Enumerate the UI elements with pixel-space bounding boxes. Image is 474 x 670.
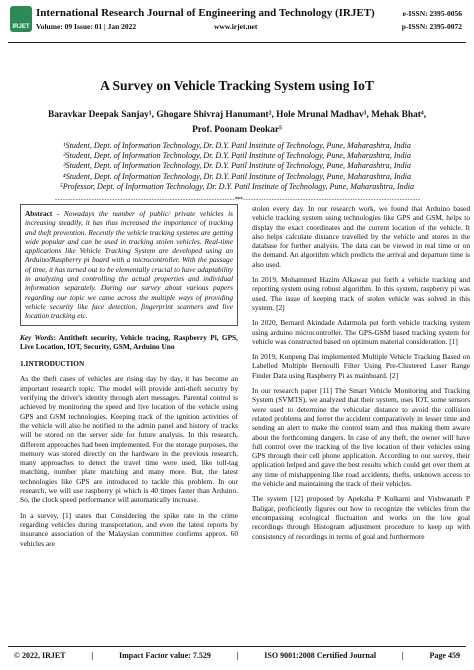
page-footer [14, 651, 460, 660]
journal-website[interactable]: www.irjet.net [214, 22, 258, 31]
section-separator: ---------------------------------------------------------------------***-------------------------------------------------------------------- [54, 196, 420, 203]
footer-rule [8, 646, 466, 647]
keywords [20, 333, 238, 352]
affiliation: ¹Student, Dept. of Information Technology, Dr. D.Y. Patil Institute of Technology, Pune, Maharashtra, India [63, 141, 411, 150]
left-column [20, 204, 238, 548]
author-line: Baravkar Deepak Sanjay¹, Ghogare Shivraj Hanumant², Hole Mrunal Madhav³, Mehak Bhat⁴, [47, 110, 427, 120]
footer-page-number: Page 459 [429, 651, 460, 660]
footer-impact-factor: Impact Factor value: 7.529 [119, 651, 211, 660]
abstract-label: Abstract [25, 209, 53, 218]
footer-separator: | [236, 651, 239, 660]
paragraph: As the theft cases of vehicles are rising day by day, it has become an important research topic. The model will provide anti-theft security by verifying the driver's identity through alert messages. Parental control is achieved by monitoring the speed and live location of the vehicle using GPS and GSM technologies. Keeping track of the ignition activities of the vehicle will also be notified to the admin panel and history of tracks will be stored on the server side for future analysis. In this research, different approaches had been implemented. For the storage purposes, the memory was stored directly on the hardware in the previous research, many approaches to detect the travel time were used, like toll-tag matching, number plate matching and many more. But, the latest technologies like GPS are introduced to tackle this problem. In our research, we will use raspberry pi which is 40 times faster than Arduino. So, the clock speed performance will automatically increase. [20, 374, 238, 505]
author-list [16, 108, 458, 138]
paragraph: In our research paper [11] The Smart Vehicle Monitoring and Tracking System (SVMTS), we analyzed that their system, uses IOT, some sensors were used to determine the vehicular distance to avoid the collision related problems and ferret the accident comparatively in lesser time and sending an alert to make the control team and thus making them aware about the forthcoming dangers. In case of any theft, the owner will have full control over the tracking of the live location of their vehicles using GPS through their cell phone application. According to our survey, their application helped and gave the best results which could get over them at any time of mishappening like road accidents, thefts, unknown access to the vehicle and maintaining the track of their vehicles. [252, 386, 470, 489]
abstract-text: - Nowadays the number of public/ private vehicles is increasing steadily, it has thus increased the importance of tracking and theft prevention. Recently the vehicle tracking systems are getting wide popular and can be used in tracking stolen vehicles. Real-time applications like Vehicle Tracking System are developed using an Arduino/Raspberry pi board with a microcontroller. With the passage of time, it has turned out to be elementally crucial to have adaptability in analyzing and controlling the actual properties and individual information separately. During our survey about various papers regarding our topic we came across the multiple ways of providing vehicle security like face detection, fingerprint scanners and live location tracking etc. [25, 209, 233, 321]
abstract-box [20, 204, 238, 326]
paragraph: In 2019, Kunpeng Dai implemented Multiple Vehicle Tracking Based on Labelled Multiple Bernoulli Filter Using Pre-Clustered Laser Range Finder Data using Raspberry Pi as mainboard. [2] [252, 352, 470, 380]
author-line: Prof. Poonam Deokar⁵ [192, 125, 282, 135]
paragraph: In 2020, Bernard Akindade Adarmola put forth vehicle tracking system using arduino microcontroller. The GPS-GSM based tracking system for vehicle was constructed based on optimum material consideration. [1] [252, 318, 470, 346]
page-header [8, 6, 466, 40]
footer-separator: | [401, 651, 404, 660]
keywords-label: Key Words [20, 332, 54, 342]
paragraph: In a survey, [1] states that Considering the spike rate in the crime regarding vehicles during transportation, and even the latest reports by insurance association of the Malaysian committee confirms approx. 60 vehicles are [20, 510, 238, 548]
paragraph: In 2019, Mohammed Hazim Alkawaz put forth a vehicle tracking and reporting system using robust algorithm. In this system, raspberry pi was used. The issue of keeping track of stolen vehicle was solved in this system. [2] [252, 275, 470, 312]
paper-title: A Survey on Vehicle Tracking System using IoT [100, 78, 374, 93]
affiliation-list [30, 141, 444, 192]
paragraph: stolen every day. In our research work, we found that Arduino based vehicle tracking system using technologies like GPS and GSM, helps to display the exact coordinates and the current location of the vehicle. It also helps calculate distance travelled by the vehicle and stores in the database for further analysis. The data can be viewed in real time or on the demand. An algorithm which predicts the arrival and departure time is also used. [252, 204, 470, 269]
affiliation: ⁵Professor, Dept. of Information Technology, Dr. D.Y. Patil Institute of Technology, Pune, Maharashtra, India [59, 181, 415, 191]
journal-name: International Research Journal of Engineering and Technology (IRJET) [36, 7, 375, 19]
footer-separator: | [91, 651, 94, 660]
logo-text: IRJET [12, 24, 30, 30]
paragraph: The system [12] proposed by Apeksha P Kulkarni and Vishwanath P Baligar, proficiently figures out how to recognize the vehicles from the encompassing ecological fluctuation and works on the low goal recordings through Histogram adjustment procedure to keep up with consistency of recordings in terms of goal and furthermore [252, 494, 470, 541]
keywords-text: : Antitheft security, Vehicle tracing, Raspberry Pi, GPS, Live Location, IOT, Security, GSM, Arduino Uno [20, 332, 238, 351]
right-column [252, 204, 470, 541]
affiliation: ⁴Student, Dept. of Information Technology, Dr. D.Y. Patil Institute of Technology, Pune, Maharashtra, India [62, 171, 412, 181]
e-issn: e-ISSN: 2395-0056 [402, 9, 462, 18]
footer-copyright: © 2022, IRJET [14, 651, 66, 660]
affiliation: ³Student, Dept. of Information Technology, Dr. D.Y. Patil Institute of Technology, Pune, Maharashtra, India [63, 161, 411, 171]
volume-issue: Volume: 09 Issue: 01 | Jan 2022 [36, 22, 137, 31]
p-issn: p-ISSN: 2395-0072 [401, 22, 462, 31]
footer-iso: ISO 9001:2008 Certified Journal [264, 651, 377, 660]
header-rule [8, 42, 466, 43]
irjet-logo [10, 6, 32, 32]
section-heading-introduction: 1.INTRODUCTION [20, 359, 85, 369]
affiliation: ²Student, Dept. of Information Technology, Dr. D.Y. Patil Institute of Technology, Pune, Maharashtra, India [63, 151, 411, 161]
